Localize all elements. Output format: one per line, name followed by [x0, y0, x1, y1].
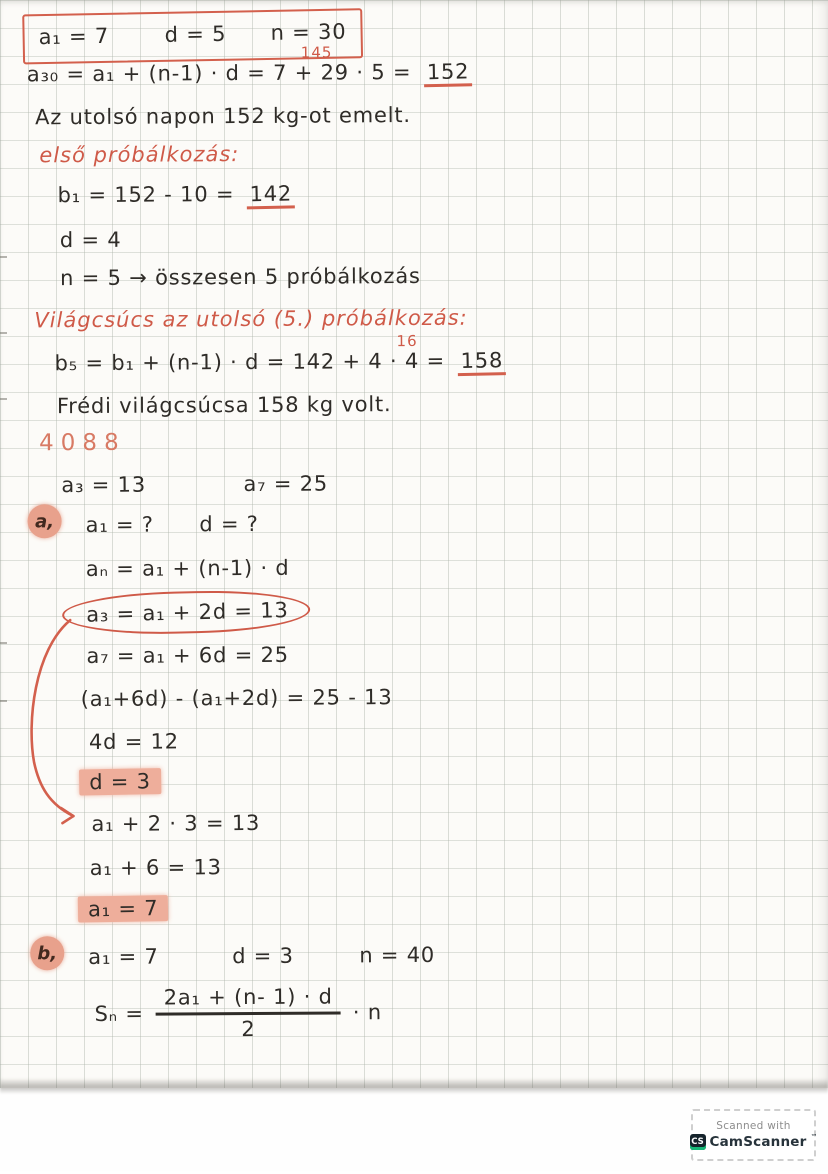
paper-bottom-shadow — [0, 1078, 828, 1094]
trademark-symbol: ™ — [810, 1133, 818, 1141]
heading-first-attempt: első próbálkozás: — [39, 142, 240, 168]
red-arrow — [24, 614, 97, 829]
camscanner-logo-icon: CS — [690, 1134, 706, 1150]
sum-formula-lhs: Sₙ = — [94, 1001, 144, 1026]
problem-number — [39, 430, 126, 457]
equation-b1 — [58, 182, 296, 210]
equation-b5 — [54, 331, 507, 378]
result-142: 142 — [247, 181, 296, 209]
given-line-problem2 — [61, 472, 328, 498]
equation-b1-body: b₁ = 152 - 10 = — [57, 182, 235, 208]
given-d: d = 5 — [164, 21, 227, 47]
unknown-a1: a₁ = ? — [85, 512, 154, 538]
given-a1: a₁ = 7 — [38, 23, 110, 50]
subtraction-equation: (a₁+6d) - (a₁+2d) = 25 - 13 — [80, 685, 393, 712]
general-formula: aₙ = a₁ + (n-1) · d — [85, 555, 290, 582]
part-a-label: a, — [27, 504, 61, 538]
sum-formula-factor: · n — [352, 1000, 382, 1025]
carry-note-16: 16 — [396, 331, 418, 351]
equation-a7: a₇ = a₁ + 6d = 25 — [86, 642, 289, 669]
result-152: 152 — [424, 59, 473, 87]
result-a1-highlighted: a₁ = 7 — [78, 895, 169, 922]
given-a7: a₇ = 25 — [243, 471, 329, 497]
equation-a3: a₃ = a₁ + 2d = 13 — [85, 597, 289, 627]
line-d-equals-4: d = 4 — [59, 227, 122, 253]
scanned-with-label: Scanned with — [716, 1120, 791, 1132]
fraction-numerator: 2a₁ + (n- 1) · d — [156, 984, 341, 1015]
unknown-d: d = ? — [199, 511, 259, 537]
unknowns-line — [86, 512, 259, 537]
simplified-equation: a₁ + 6 = 13 — [89, 855, 222, 880]
equation-a30-body: a₃₀ = a₁ + (n-1) · d = 7 + 29 · 5 = — [26, 60, 412, 87]
part-b-given-a1: a₁ = 7 — [88, 944, 159, 969]
result-158: 158 — [457, 348, 506, 376]
carry-note-145: 145 — [300, 43, 333, 62]
sum-formula-fraction — [156, 984, 341, 1041]
camscanner-badge — [691, 1109, 816, 1161]
result-d-highlighted: d = 3 — [79, 768, 161, 795]
line-n-equals-5: n = 5 → összesen 5 próbálkozás — [60, 263, 421, 291]
given-n: n = 30 — [270, 19, 347, 45]
part-b-given-d: d = 3 — [232, 943, 294, 969]
equation-b5-body: b₅ = b₁ + (n-1) · d = 142 + 4 · 4 = — [54, 348, 446, 376]
part-b-label: b, — [30, 936, 64, 970]
answer-sentence-2: Frédi világcsúcsa 158 kg volt. — [56, 392, 392, 419]
equation-a30 — [26, 43, 473, 90]
sum-formula — [94, 984, 382, 1042]
fraction-denominator: 2 — [241, 1016, 256, 1042]
heading-world-record: Világcsúcs az utolsó (5.) próbálkozás: — [34, 305, 468, 333]
circled-equation-a3 — [62, 588, 311, 636]
part-b-given-n: n = 40 — [359, 942, 436, 968]
result-a1-line — [78, 896, 169, 923]
answer-sentence-1: Az utolsó napon 152 kg-ot emelt. — [35, 103, 411, 130]
problem-number-text: 4088 — [39, 429, 126, 457]
equation-4d: 4d = 12 — [88, 729, 179, 754]
part-b-given-line — [88, 943, 435, 969]
camscanner-brand-label: CamScanner — [709, 1134, 807, 1150]
given-a3: a₃ = 13 — [61, 472, 147, 498]
substitution-equation: a₁ + 2 · 3 = 13 — [91, 810, 261, 836]
